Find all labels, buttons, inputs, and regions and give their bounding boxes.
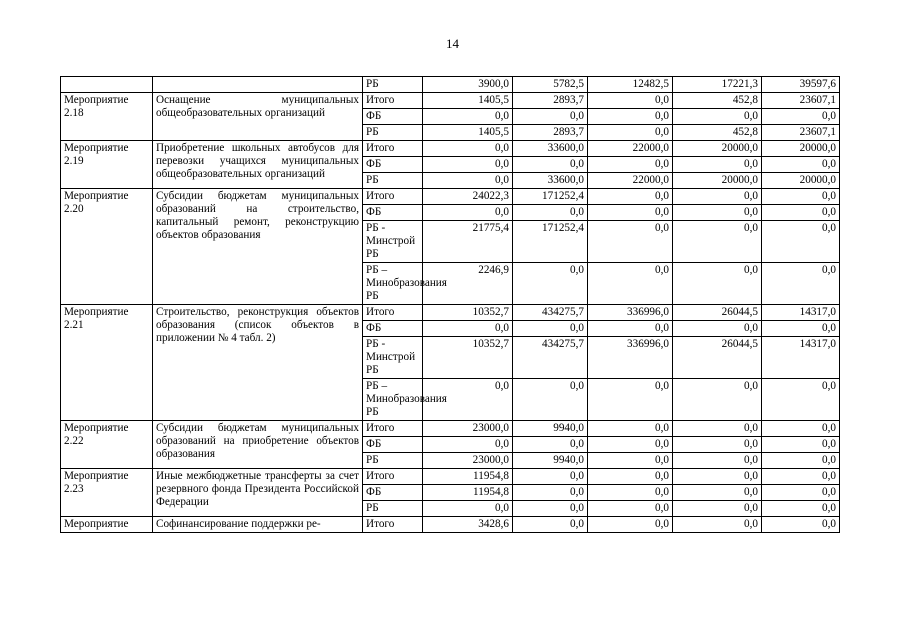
value-cell: 171252,4 (513, 221, 588, 263)
value-cell: 0,0 (762, 157, 840, 173)
value-cell: 39597,6 (762, 77, 840, 93)
value-cell: 452,8 (673, 125, 762, 141)
value-cell: 0,0 (673, 379, 762, 421)
value-cell: 0,0 (423, 379, 513, 421)
value-cell: 0,0 (673, 485, 762, 501)
value-cell: 0,0 (513, 263, 588, 305)
value-cell: 0,0 (423, 501, 513, 517)
value-cell: 0,0 (673, 157, 762, 173)
funding-source-cell: ФБ (363, 321, 423, 337)
table-row (61, 141, 840, 157)
value-cell: 9940,0 (513, 421, 588, 437)
measure-name-cell: Приобретение школьных автобусов для перевозки учащихся муниципальных общеобразовательных организаций (153, 141, 363, 189)
value-cell: 21775,4 (423, 221, 513, 263)
measure-cell: Мероприятие 2.20 (61, 189, 153, 305)
table-row (61, 77, 840, 93)
value-cell: 23607,1 (762, 125, 840, 141)
value-cell: 0,0 (423, 173, 513, 189)
funding-source-cell: ФБ (363, 437, 423, 453)
measure-name-cell: Иные межбюджетные трансферты за счет резервного фонда Президента Российской Федерации (153, 469, 363, 517)
measure-name-cell (153, 77, 363, 93)
value-cell: 0,0 (762, 501, 840, 517)
value-cell: 0,0 (588, 263, 673, 305)
value-cell: 2246,9 (423, 263, 513, 305)
value-cell: 0,0 (588, 93, 673, 109)
value-cell: 20000,0 (762, 141, 840, 157)
measure-cell: Мероприятие (61, 517, 153, 533)
measure-cell: Мероприятие 2.18 (61, 93, 153, 141)
value-cell: 10352,7 (423, 305, 513, 321)
value-cell: 2893,7 (513, 125, 588, 141)
value-cell: 9940,0 (513, 453, 588, 469)
value-cell: 0,0 (513, 469, 588, 485)
value-cell: 0,0 (423, 205, 513, 221)
value-cell: 22000,0 (588, 141, 673, 157)
funding-source-cell: ФБ (363, 205, 423, 221)
value-cell: 0,0 (423, 157, 513, 173)
table-row (61, 305, 840, 321)
value-cell: 0,0 (423, 437, 513, 453)
value-cell: 0,0 (762, 205, 840, 221)
value-cell: 33600,0 (513, 173, 588, 189)
value-cell: 24022,3 (423, 189, 513, 205)
funding-source-cell: Итого (363, 305, 423, 321)
table-row (61, 93, 840, 109)
funding-source-cell: РБ - Минстрой РБ (363, 221, 423, 263)
funding-source-cell: РБ - Минстрой РБ (363, 337, 423, 379)
value-cell: 0,0 (673, 263, 762, 305)
measure-cell: Мероприятие 2.19 (61, 141, 153, 189)
value-cell: 0,0 (762, 321, 840, 337)
value-cell: 0,0 (762, 221, 840, 263)
value-cell: 0,0 (673, 109, 762, 125)
value-cell: 452,8 (673, 93, 762, 109)
value-cell: 0,0 (513, 437, 588, 453)
value-cell: 336996,0 (588, 337, 673, 379)
measure-name-cell: Субсидии бюджетам муниципальных образований на строительство, капитальный ремонт, реконструкцию объектов образования (153, 189, 363, 305)
value-cell: 0,0 (588, 421, 673, 437)
measure-name-cell: Софинансирование поддержки ре- (153, 517, 363, 533)
table-row (61, 517, 840, 533)
measure-name-cell: Строительство, реконструкция объектов образования (список объектов в приложении № 4 табл. 2) (153, 305, 363, 421)
value-cell: 0,0 (762, 517, 840, 533)
value-cell: 11954,8 (423, 469, 513, 485)
measure-name-cell: Субсидии бюджетам муниципальных образований на приобретение объектов образования (153, 421, 363, 469)
value-cell: 0,0 (513, 379, 588, 421)
value-cell: 14317,0 (762, 305, 840, 321)
value-cell: 0,0 (762, 109, 840, 125)
value-cell: 20000,0 (673, 141, 762, 157)
funding-source-cell: РБ (363, 77, 423, 93)
value-cell: 0,0 (513, 157, 588, 173)
value-cell: 0,0 (673, 453, 762, 469)
measure-cell (61, 77, 153, 93)
funding-source-cell: РБ – Минобразования РБ (363, 263, 423, 305)
value-cell: 0,0 (423, 321, 513, 337)
value-cell: 20000,0 (762, 173, 840, 189)
value-cell: 14317,0 (762, 337, 840, 379)
value-cell: 0,0 (673, 189, 762, 205)
value-cell: 0,0 (588, 517, 673, 533)
value-cell: 0,0 (588, 109, 673, 125)
funding-source-cell: РБ (363, 173, 423, 189)
value-cell: 0,0 (762, 453, 840, 469)
value-cell: 12482,5 (588, 77, 673, 93)
table-row (61, 469, 840, 485)
value-cell: 0,0 (423, 109, 513, 125)
funding-source-cell: ФБ (363, 109, 423, 125)
measure-cell: Мероприятие 2.23 (61, 469, 153, 517)
value-cell: 0,0 (513, 321, 588, 337)
funding-source-cell: РБ (363, 453, 423, 469)
funding-source-cell: Итого (363, 141, 423, 157)
value-cell: 0,0 (673, 517, 762, 533)
funding-source-cell: РБ (363, 501, 423, 517)
value-cell: 0,0 (588, 157, 673, 173)
table-row (61, 189, 840, 205)
value-cell: 0,0 (762, 469, 840, 485)
value-cell: 0,0 (588, 125, 673, 141)
value-cell: 0,0 (673, 321, 762, 337)
page-number: 14 (446, 36, 459, 51)
value-cell: 0,0 (588, 379, 673, 421)
value-cell: 3900,0 (423, 77, 513, 93)
value-cell: 0,0 (673, 205, 762, 221)
measure-cell: Мероприятие 2.21 (61, 305, 153, 421)
table-row (61, 421, 840, 437)
value-cell: 11954,8 (423, 485, 513, 501)
value-cell: 1405,5 (423, 93, 513, 109)
value-cell: 1405,5 (423, 125, 513, 141)
value-cell: 0,0 (588, 189, 673, 205)
value-cell: 0,0 (762, 189, 840, 205)
funding-source-cell: Итого (363, 93, 423, 109)
value-cell: 0,0 (588, 469, 673, 485)
budget-table (60, 76, 840, 533)
value-cell: 0,0 (588, 501, 673, 517)
value-cell: 0,0 (513, 501, 588, 517)
value-cell: 0,0 (673, 221, 762, 263)
funding-source-cell: РБ (363, 125, 423, 141)
value-cell: 434275,7 (513, 305, 588, 321)
measure-name-cell: Оснащение муниципальных общеобразовательных организаций (153, 93, 363, 141)
value-cell: 0,0 (762, 379, 840, 421)
value-cell: 20000,0 (673, 173, 762, 189)
value-cell: 171252,4 (513, 189, 588, 205)
value-cell: 23000,0 (423, 421, 513, 437)
value-cell: 10352,7 (423, 337, 513, 379)
value-cell: 5782,5 (513, 77, 588, 93)
value-cell: 0,0 (762, 421, 840, 437)
value-cell: 0,0 (588, 453, 673, 469)
measure-cell: Мероприятие 2.22 (61, 421, 153, 469)
value-cell: 0,0 (673, 437, 762, 453)
value-cell: 0,0 (588, 205, 673, 221)
value-cell: 0,0 (588, 437, 673, 453)
value-cell: 0,0 (423, 141, 513, 157)
value-cell: 0,0 (762, 437, 840, 453)
value-cell: 0,0 (513, 485, 588, 501)
value-cell: 0,0 (513, 517, 588, 533)
funding-source-cell: ФБ (363, 485, 423, 501)
value-cell: 2893,7 (513, 93, 588, 109)
value-cell: 0,0 (588, 485, 673, 501)
value-cell: 0,0 (673, 469, 762, 485)
value-cell: 0,0 (513, 109, 588, 125)
value-cell: 0,0 (513, 205, 588, 221)
funding-source-cell: Итого (363, 189, 423, 205)
value-cell: 26044,5 (673, 305, 762, 321)
value-cell: 33600,0 (513, 141, 588, 157)
value-cell: 0,0 (588, 221, 673, 263)
value-cell: 23607,1 (762, 93, 840, 109)
funding-source-cell: РБ – Минобразования РБ (363, 379, 423, 421)
value-cell: 22000,0 (588, 173, 673, 189)
value-cell: 17221,3 (673, 77, 762, 93)
value-cell: 23000,0 (423, 453, 513, 469)
value-cell: 0,0 (673, 421, 762, 437)
value-cell: 0,0 (588, 321, 673, 337)
funding-source-cell: Итого (363, 421, 423, 437)
value-cell: 0,0 (762, 485, 840, 501)
value-cell: 3428,6 (423, 517, 513, 533)
value-cell: 26044,5 (673, 337, 762, 379)
value-cell: 0,0 (673, 501, 762, 517)
value-cell: 434275,7 (513, 337, 588, 379)
funding-source-cell: Итого (363, 517, 423, 533)
funding-source-cell: ФБ (363, 157, 423, 173)
value-cell: 0,0 (762, 263, 840, 305)
value-cell: 336996,0 (588, 305, 673, 321)
funding-source-cell: Итого (363, 469, 423, 485)
